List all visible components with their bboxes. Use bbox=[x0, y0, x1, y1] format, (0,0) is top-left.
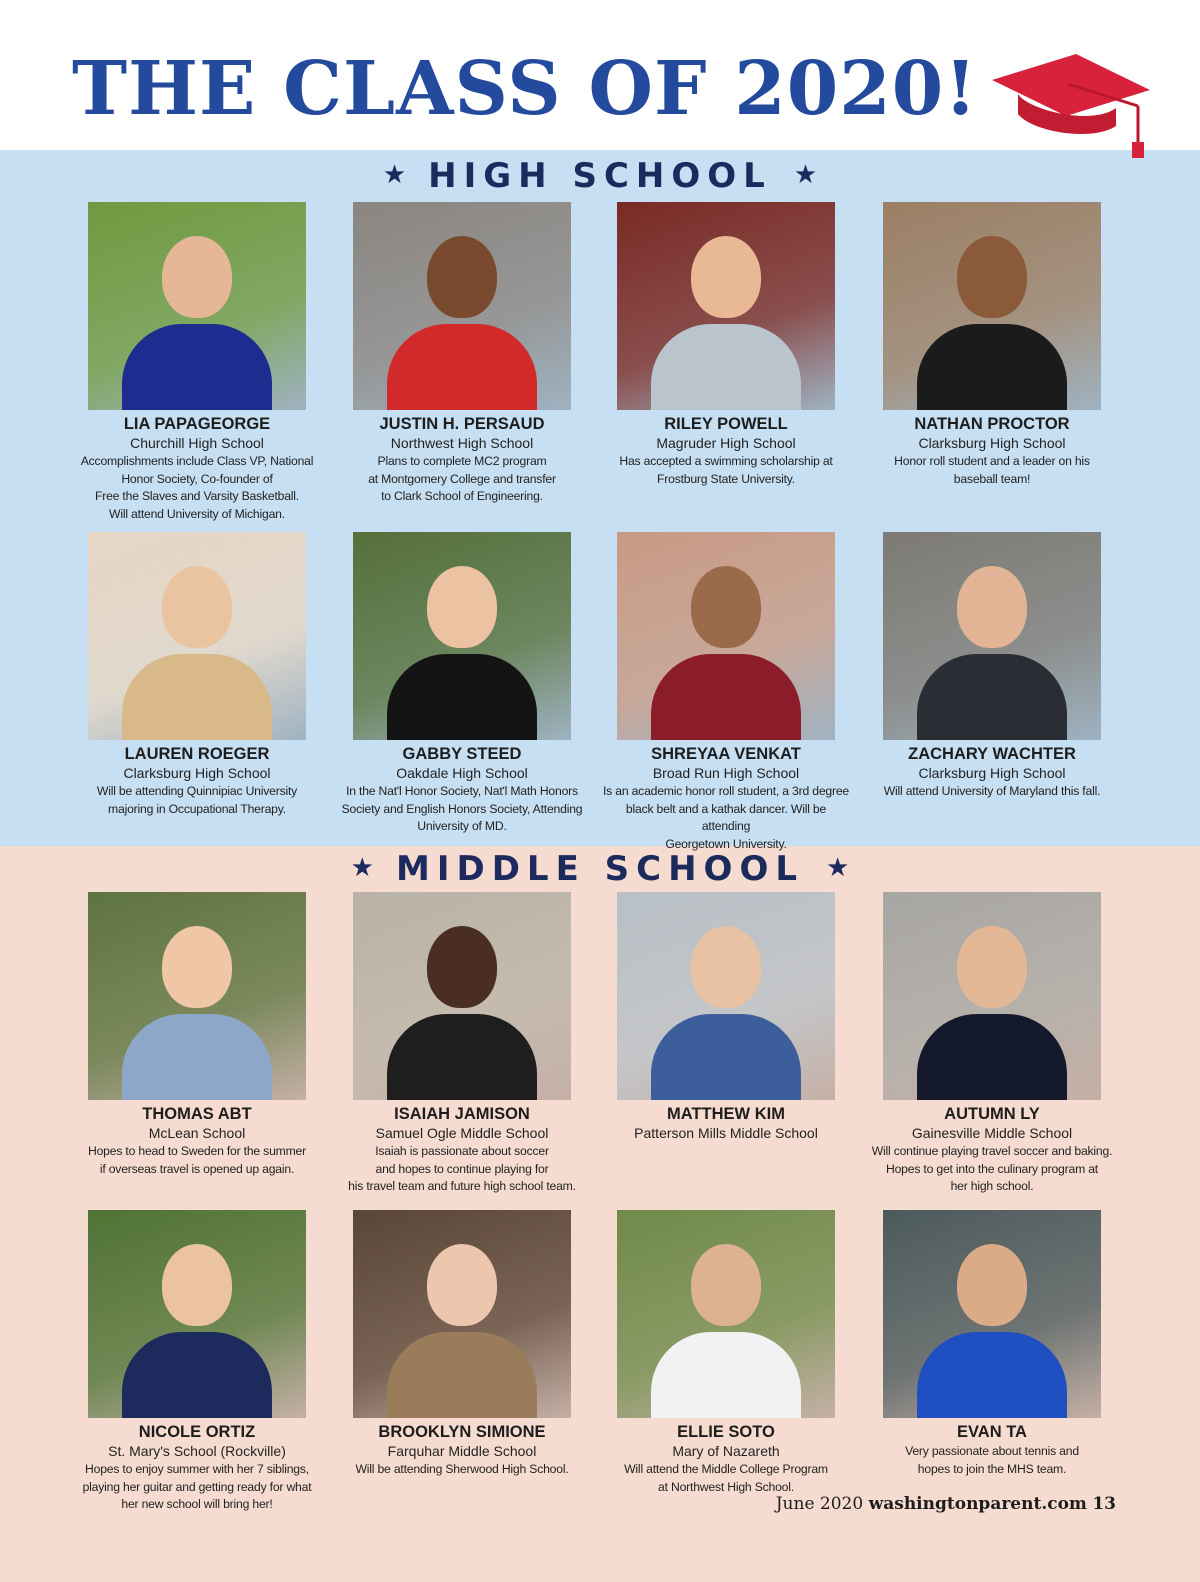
student-name: THOMAS ABT bbox=[142, 1105, 252, 1123]
description-line: playing her guitar and getting ready for what bbox=[82, 1479, 312, 1494]
student-card bbox=[601, 1210, 851, 1496]
student-photo bbox=[617, 1210, 835, 1418]
footer-site: washingtonparent.com bbox=[868, 1494, 1087, 1514]
student-photo bbox=[88, 532, 306, 740]
description-line: Society and English Honors Society, Attending bbox=[341, 801, 583, 816]
graduation-cap-icon bbox=[988, 50, 1153, 162]
description-line: her high school. bbox=[950, 1179, 1034, 1193]
student-photo bbox=[617, 532, 835, 740]
description-line: at Montgomery College and transfer bbox=[368, 471, 556, 486]
student-name: RILEY POWELL bbox=[664, 415, 788, 433]
description-line: majoring in Occupational Therapy. bbox=[108, 801, 286, 816]
description-line: her new school will bring her! bbox=[121, 1497, 273, 1511]
student-name: ISAIAH JAMISON bbox=[394, 1105, 530, 1123]
star-icon: ★ bbox=[826, 853, 850, 883]
description-line: Frostburg State University. bbox=[657, 471, 795, 486]
student-description bbox=[601, 783, 851, 853]
description-line: Will attend University of Maryland this fall. bbox=[883, 784, 1101, 798]
description-line: Will attend the Middle College Program bbox=[624, 1462, 828, 1476]
student-description bbox=[337, 783, 587, 836]
student-photo bbox=[883, 1210, 1101, 1418]
student-card bbox=[72, 202, 322, 523]
description-line: black belt and a kathak dancer. Will be attending bbox=[625, 801, 827, 833]
student-description bbox=[867, 783, 1117, 801]
student-photo bbox=[883, 202, 1101, 410]
student-photo bbox=[883, 892, 1101, 1100]
student-description bbox=[72, 783, 322, 818]
description-line: baseball team! bbox=[953, 471, 1031, 486]
high-school-heading bbox=[0, 156, 1200, 196]
description-line: Hopes to get into the culinary program at bbox=[886, 1161, 1098, 1176]
description-line: Honor Society, Co-founder of bbox=[121, 471, 273, 486]
student-card bbox=[867, 1210, 1117, 1478]
star-icon: ★ bbox=[350, 853, 374, 883]
student-photo bbox=[353, 532, 571, 740]
student-card bbox=[867, 532, 1117, 801]
student-name: AUTUMN LY bbox=[944, 1105, 1040, 1123]
student-card bbox=[601, 202, 851, 488]
student-description bbox=[601, 453, 851, 488]
student-description bbox=[72, 1461, 322, 1514]
student-photo bbox=[88, 892, 306, 1100]
description-line: and hopes to continue playing for bbox=[375, 1161, 549, 1176]
student-card bbox=[601, 892, 851, 1142]
student-school: St. Mary's School (Rockville) bbox=[108, 1443, 286, 1459]
student-name: EVAN TA bbox=[957, 1423, 1027, 1441]
student-school: Gainesville Middle School bbox=[911, 1125, 1073, 1141]
description-line: Will be attending Quinnipiac University bbox=[96, 784, 298, 798]
student-description bbox=[867, 453, 1117, 488]
description-line: University of MD. bbox=[417, 819, 507, 833]
student-school: Northwest High School bbox=[390, 435, 534, 451]
student-school: Samuel Ogle Middle School bbox=[375, 1125, 549, 1141]
description-line: Free the Slaves and Varsity Basketball. bbox=[94, 489, 299, 503]
student-photo bbox=[88, 202, 306, 410]
star-icon: ★ bbox=[793, 160, 818, 190]
description-line: if overseas travel is opened up again. bbox=[99, 1161, 295, 1176]
student-description bbox=[72, 1143, 322, 1178]
student-photo bbox=[353, 892, 571, 1100]
description-line: Is an academic honor roll student, a 3rd degree bbox=[602, 784, 849, 798]
description-line: Honor roll student and a leader on his bbox=[894, 454, 1090, 468]
description-line: Isaiah is passionate about soccer bbox=[375, 1144, 549, 1158]
student-description bbox=[337, 1143, 587, 1196]
student-name: ZACHARY WACHTER bbox=[908, 745, 1076, 763]
student-school: Clarksburg High School bbox=[918, 435, 1066, 451]
description-line: In the Nat'l Honor Society, Nat'l Math Honors bbox=[346, 784, 578, 798]
description-line: Hopes to head to Sweden for the summer bbox=[88, 1144, 306, 1158]
student-name: NATHAN PROCTOR bbox=[914, 415, 1070, 433]
student-name: JUSTIN H. PERSAUD bbox=[379, 415, 545, 433]
student-photo bbox=[883, 532, 1101, 740]
student-name: LAUREN ROEGER bbox=[124, 745, 270, 763]
student-card bbox=[867, 892, 1117, 1196]
description-line: Very passionate about tennis and bbox=[905, 1444, 1079, 1458]
student-photo bbox=[617, 202, 835, 410]
description-line: at Northwest High School. bbox=[658, 1479, 794, 1494]
student-card bbox=[337, 532, 587, 836]
footer-page-number: 13 bbox=[1092, 1494, 1116, 1514]
description-line: Accomplishments include Class VP, National bbox=[80, 454, 314, 468]
student-school: Churchill High School bbox=[130, 435, 264, 451]
page-title: THE CLASS OF 2020! bbox=[72, 46, 978, 132]
student-school: Farquhar Middle School bbox=[387, 1443, 537, 1459]
student-card bbox=[337, 202, 587, 506]
student-name: SHREYAA VENKAT bbox=[651, 745, 801, 763]
student-name: NICOLE ORTIZ bbox=[138, 1423, 256, 1441]
high-school-heading-label: HIGH SCHOOL bbox=[428, 156, 772, 196]
middle-school-heading-label: MIDDLE SCHOOL bbox=[395, 849, 805, 889]
student-description bbox=[72, 453, 322, 523]
student-photo bbox=[617, 892, 835, 1100]
description-line: Will be attending Sherwood High School. bbox=[355, 1462, 569, 1476]
student-description bbox=[337, 453, 587, 506]
student-school: Magruder High School bbox=[656, 435, 796, 451]
star-icon: ★ bbox=[382, 160, 407, 190]
student-name: MATTHEW KIM bbox=[667, 1105, 785, 1123]
student-school: Mary of Nazareth bbox=[672, 1443, 780, 1459]
description-line: Georgetown University. bbox=[665, 836, 787, 851]
description-line: Has accepted a swimming scholarship at bbox=[619, 454, 833, 468]
student-school: McLean School bbox=[148, 1125, 246, 1141]
student-card bbox=[337, 1210, 587, 1479]
description-line: to Clark School of Engineering. bbox=[381, 489, 543, 503]
student-school: Broad Run High School bbox=[652, 765, 800, 781]
student-photo bbox=[353, 202, 571, 410]
student-name: LIA PAPAGEORGE bbox=[123, 415, 271, 433]
page-footer bbox=[776, 1494, 1116, 1514]
student-description bbox=[867, 1143, 1117, 1196]
student-description bbox=[601, 1461, 851, 1496]
student-school: Clarksburg High School bbox=[123, 765, 271, 781]
student-photo bbox=[88, 1210, 306, 1418]
description-line: hopes to join the MHS team. bbox=[917, 1461, 1067, 1476]
footer-issue: June 2020 bbox=[775, 1494, 864, 1514]
student-card bbox=[337, 892, 587, 1196]
student-card bbox=[72, 532, 322, 818]
description-line: Hopes to enjoy summer with her 7 siblings, bbox=[85, 1462, 309, 1476]
student-photo bbox=[353, 1210, 571, 1418]
student-name: BROOKLYN SIMIONE bbox=[378, 1423, 546, 1441]
middle-school-heading bbox=[0, 849, 1200, 889]
student-name: ELLIE SOTO bbox=[677, 1423, 775, 1441]
description-line: his travel team and future high school team. bbox=[348, 1179, 576, 1193]
description-line: Plans to complete MC2 program bbox=[377, 454, 547, 468]
student-school: Clarksburg High School bbox=[918, 765, 1066, 781]
student-card bbox=[72, 892, 322, 1178]
student-name: GABBY STEED bbox=[402, 745, 522, 763]
description-line: Will continue playing travel soccer and baking. bbox=[871, 1144, 1113, 1158]
student-description bbox=[867, 1443, 1117, 1478]
student-school: Patterson Mills Middle School bbox=[634, 1125, 818, 1141]
student-card bbox=[601, 532, 851, 853]
student-card bbox=[867, 202, 1117, 488]
student-card bbox=[72, 1210, 322, 1514]
student-school: Oakdale High School bbox=[396, 765, 528, 781]
student-description bbox=[337, 1461, 587, 1479]
description-line: Will attend University of Michigan. bbox=[109, 506, 285, 521]
